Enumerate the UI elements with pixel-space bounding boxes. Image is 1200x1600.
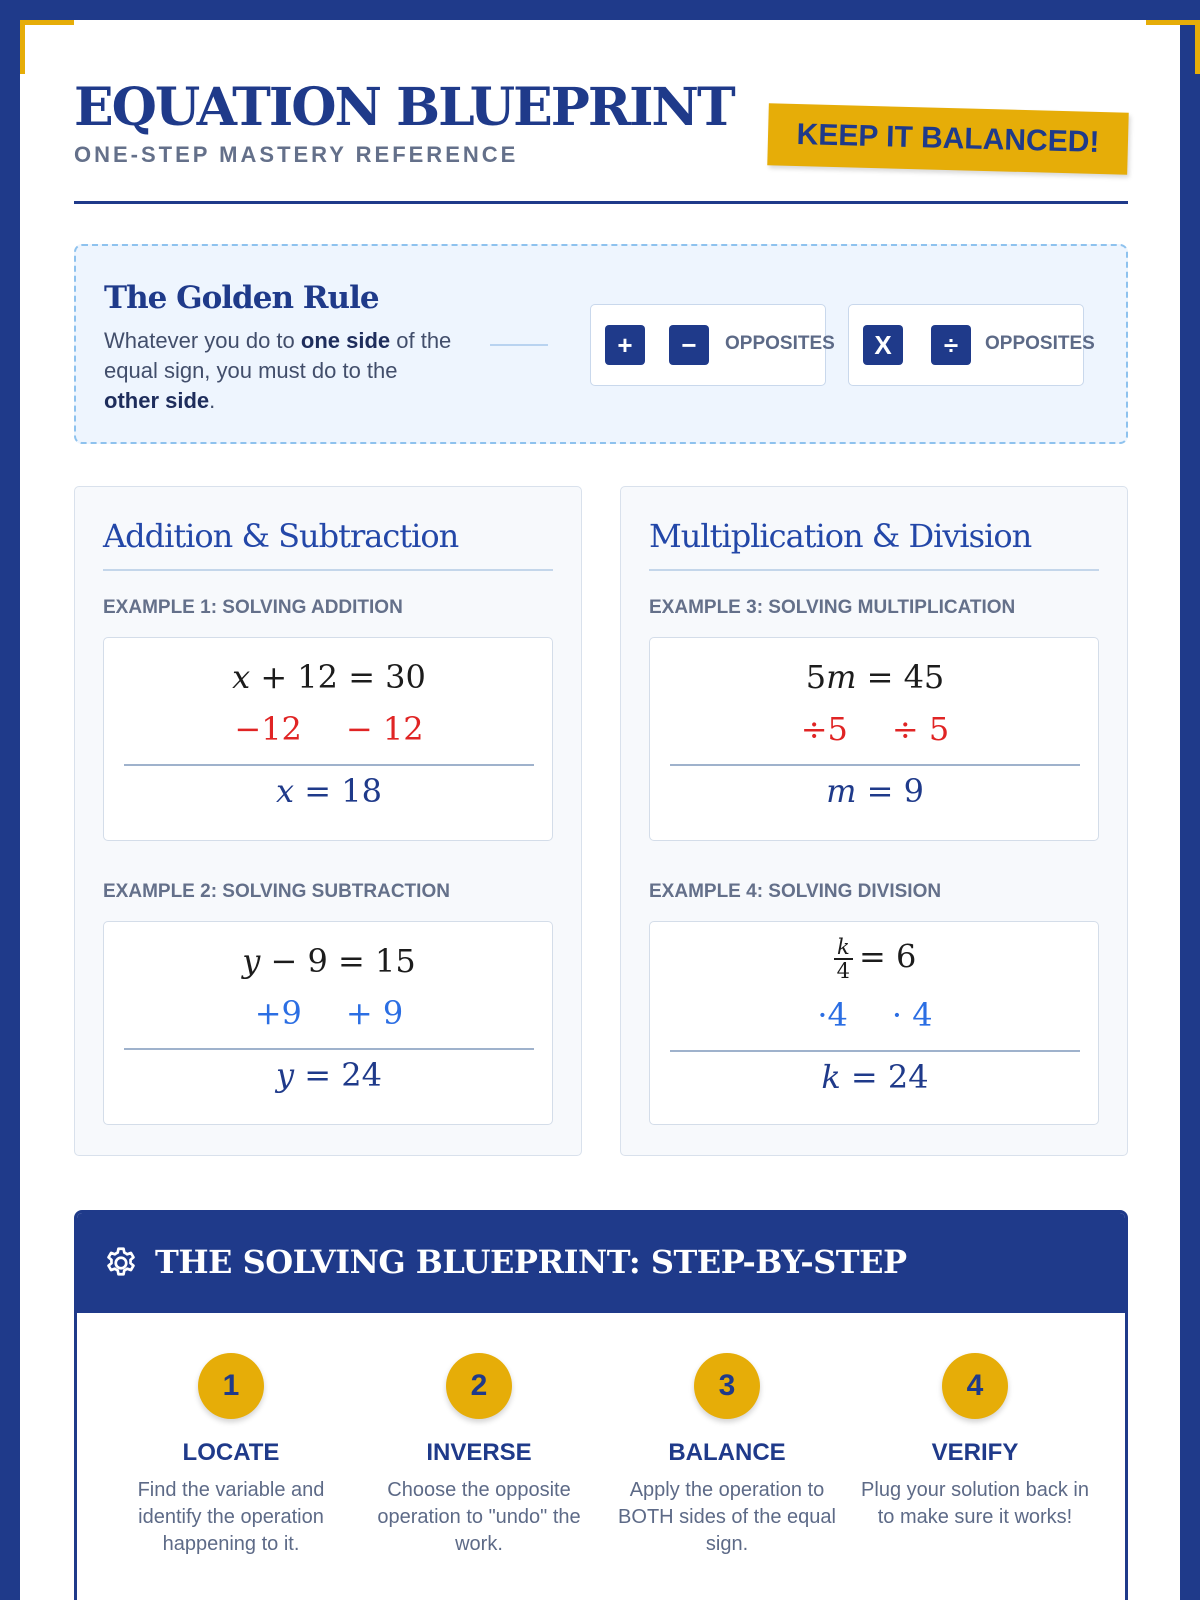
- equation-rule: [670, 764, 1080, 766]
- step-description: Choose the opposite operation to "undo" the work.: [377, 1479, 581, 1555]
- operation-right: · 4: [891, 996, 933, 1034]
- step-balance: [607, 1353, 847, 1558]
- step-number: 2: [446, 1353, 512, 1419]
- golden-rule-text-part: .: [209, 388, 216, 413]
- step-number: 4: [942, 1353, 1008, 1419]
- equation-rest: = 45: [856, 658, 945, 696]
- divide-key: ÷: [931, 325, 971, 365]
- plus-key: +: [605, 325, 645, 365]
- step-description: Apply the operation to BOTH sides of the equal sign.: [618, 1479, 836, 1555]
- panel-title: Multiplication & Division: [649, 517, 1099, 571]
- step-title: BALANCE: [668, 1439, 786, 1466]
- equation-rule: [124, 764, 534, 766]
- equation-original: [650, 658, 1100, 696]
- golden-rule-emphasis: one side: [300, 328, 391, 353]
- golden-rule-box: [74, 244, 1128, 444]
- fraction: [834, 936, 853, 982]
- gear-icon: [103, 1245, 139, 1281]
- example-label: EXAMPLE 2: SOLVING SUBTRACTION: [103, 881, 450, 902]
- result-rest: = 24: [294, 1056, 382, 1094]
- result-rest: = 18: [294, 772, 382, 810]
- corner-accent-left: [20, 20, 74, 74]
- opposites-add-subtract: [590, 304, 835, 386]
- equation-original: [104, 942, 554, 980]
- result-rest: = 9: [856, 772, 924, 810]
- page-header: [74, 78, 1128, 204]
- equation-result: [104, 1056, 554, 1094]
- golden-rule-text-part: Whatever you do to: [104, 328, 301, 353]
- panel-multiplication-division: [620, 486, 1128, 1156]
- operation-right: − 12: [345, 710, 424, 748]
- variable: y: [242, 942, 261, 980]
- panel-title: Addition & Subtraction: [103, 517, 553, 571]
- equation-original: [104, 658, 554, 696]
- equation-operation: [104, 710, 554, 748]
- blueprint-title: THE SOLVING BLUEPRINT: STEP-BY-STEP: [155, 1243, 907, 1281]
- step-locate: [111, 1353, 351, 1558]
- page-subtitle: ONE-STEP MASTERY REFERENCE: [74, 142, 519, 167]
- equation-rest: − 9 = 15: [260, 942, 416, 980]
- step-title: LOCATE: [182, 1439, 280, 1466]
- equation-rule: [124, 1048, 534, 1050]
- operation-left: +9: [254, 994, 302, 1032]
- step-number: 1: [198, 1353, 264, 1419]
- variable: m: [826, 772, 857, 810]
- divider: [490, 344, 548, 346]
- example-label: EXAMPLE 1: SOLVING ADDITION: [103, 597, 403, 618]
- equation-card: [103, 637, 553, 841]
- operation-right: ÷ 5: [891, 710, 950, 748]
- step-number: 3: [694, 1353, 760, 1419]
- corner-accent-right: [1146, 20, 1200, 74]
- step-title: VERIFY: [931, 1439, 1019, 1466]
- equation-card: [649, 921, 1099, 1125]
- golden-rule-text-part: of the equal sign, you must do to the: [104, 328, 452, 383]
- fraction-denominator: 4: [836, 959, 851, 983]
- blueprint-header: [77, 1213, 1128, 1313]
- golden-rule-title: The Golden Rule: [104, 280, 379, 316]
- variable: x: [232, 658, 251, 696]
- keep-balanced-banner: KEEP IT BALANCED!: [767, 103, 1128, 174]
- example-label: EXAMPLE 3: SOLVING MULTIPLICATION: [649, 597, 1016, 618]
- page-title: EQUATION BLUEPRINT: [74, 77, 734, 138]
- variable: m: [826, 658, 857, 696]
- equation-rule: [670, 1050, 1080, 1052]
- minus-key: −: [669, 325, 709, 365]
- example-label: EXAMPLE 4: SOLVING DIVISION: [649, 881, 942, 902]
- opposites-label: OPPOSITES: [985, 333, 1095, 354]
- step-description: Plug your solution back in to make sure it works!: [861, 1479, 1089, 1528]
- equation-rest: + 12 = 30: [250, 658, 426, 696]
- equation-operation: [650, 710, 1100, 748]
- coefficient: 5: [805, 658, 827, 696]
- equation-operation: [650, 996, 1100, 1034]
- step-verify: [855, 1353, 1095, 1531]
- opposites-label: OPPOSITES: [725, 333, 835, 354]
- equation-rest: = 6: [859, 937, 917, 976]
- step-inverse: [359, 1353, 599, 1558]
- step-title: INVERSE: [426, 1439, 532, 1466]
- equation-card: [103, 921, 553, 1125]
- equation-operation: [104, 994, 554, 1032]
- fraction-numerator: k: [834, 936, 853, 960]
- equation-original: [650, 936, 1100, 982]
- equation-result: [650, 1058, 1100, 1096]
- result-rest: = 24: [840, 1058, 929, 1096]
- step-description: Find the variable and identify the operation happening to it.: [137, 1479, 325, 1555]
- operation-left: −12: [234, 710, 302, 748]
- panel-addition-subtraction: [74, 486, 582, 1156]
- equation-result: [104, 772, 554, 810]
- equation-card: [649, 637, 1099, 841]
- equation-result: [650, 772, 1100, 810]
- variable: y: [276, 1056, 295, 1094]
- variable: x: [276, 772, 295, 810]
- golden-rule-emphasis: other side: [104, 388, 210, 413]
- golden-rule-text: [104, 326, 454, 416]
- variable: k: [821, 1058, 841, 1096]
- opposites-multiply-divide: [848, 304, 1095, 386]
- operation-left: ÷5: [800, 710, 848, 748]
- operation-right: + 9: [345, 994, 404, 1032]
- solving-blueprint: [74, 1210, 1128, 1600]
- multiply-key: X: [863, 325, 903, 365]
- operation-left: ·4: [817, 996, 848, 1034]
